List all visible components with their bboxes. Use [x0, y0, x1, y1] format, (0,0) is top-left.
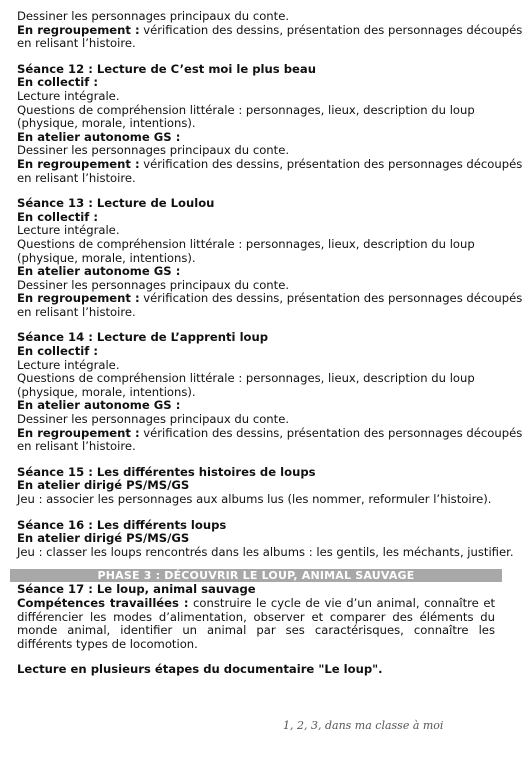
regroupement-label: En regroupement : — [17, 291, 140, 306]
text-line: Jeu : associer les personnages aux albums lus (les nommer, reformuler l’histoire). — [17, 492, 492, 506]
seance-title: Séance 17 : Le loup, animal sauvage — [17, 582, 256, 597]
competences-paragraph — [17, 597, 495, 651]
regroupement-label: En regroupement : — [17, 22, 140, 37]
text-line: en relisant l’histoire. — [17, 439, 136, 454]
atelier-label: En atelier dirigé PS/MS/GS — [17, 478, 190, 493]
seance-16 — [17, 517, 514, 560]
regroupement-label: En regroupement : — [17, 425, 140, 440]
regroupement-label: En regroupement : — [17, 156, 140, 171]
text-line: Dessiner les personnages principaux du conte. — [17, 143, 290, 158]
text-line: (physique, morale, intentions). — [17, 116, 196, 131]
regroupement-text: vérification des dessins, présentation des personnages découpés — [139, 291, 523, 306]
atelier-label: En atelier autonome GS : — [17, 264, 181, 279]
competences-label: Compétences travaillées : — [17, 595, 189, 610]
collectif-label: En collectif : — [17, 209, 98, 224]
seance-15 — [17, 466, 495, 507]
text-line: Questions de compréhension littérale : personnages, lieux, description du loup — [17, 371, 475, 386]
seance-title: Séance 13 : Lecture de Loulou — [17, 196, 215, 211]
seance-13 — [17, 196, 523, 319]
competences-text: construire le cycle de vie d’un animal, connaître et différencier les modes d’alimentation, observer et comparer des éléments du monde animal, identifier un animal par ses caractérisques, connaître les différents types de locomotion. — [17, 595, 495, 651]
regroupement-line — [17, 425, 523, 441]
text-line: (physique, morale, intentions). — [17, 250, 196, 265]
seance-12 — [17, 61, 523, 185]
text-line: Lecture intégrale. — [17, 357, 120, 372]
document-page — [17, 9, 523, 677]
text-line: (physique, morale, intentions). — [17, 384, 196, 399]
atelier-label: En atelier autonome GS : — [17, 129, 181, 144]
text-line: en relisant l’histoire. — [17, 36, 136, 51]
collectif-label: En collectif : — [17, 75, 98, 90]
text-line: en relisant l’histoire. — [17, 304, 136, 319]
regroupement-line — [17, 291, 523, 306]
regroupement-line — [17, 22, 523, 38]
text-line: Dessiner les personnages principaux du conte. — [17, 277, 290, 292]
signature-footer: 1, 2, 3, dans ma classe à moi — [283, 719, 444, 732]
seance-title: Séance 16 : Les différents loups — [17, 517, 227, 532]
regroupement-text: vérification des dessins, présentation des personnages découpés — [139, 156, 523, 171]
text-line: en relisant l’histoire. — [17, 170, 136, 185]
text-line: Lecture intégrale. — [17, 88, 120, 103]
text-line: Dessiner les personnages principaux du conte. — [17, 412, 290, 427]
regroupement-text: vérification des dessins, présentation des personnages découpés — [139, 425, 523, 440]
seance-17 — [17, 583, 495, 651]
lecture-documentaire: Lecture en plusieurs étapes du documentaire "Le loup". — [17, 662, 383, 677]
regroupement-line — [17, 156, 523, 172]
seance-title: Séance 14 : Lecture de L’apprenti loup — [17, 330, 269, 345]
text-line: Questions de compréhension littérale : personnages, lieux, description du loup — [17, 236, 475, 251]
previous-seance-tail — [17, 9, 523, 51]
text-line: Jeu : classer les loups rencontrés dans les albums : les gentils, les méchants, justifier. — [17, 544, 514, 559]
collectif-label: En collectif : — [17, 344, 98, 359]
text-line: Questions de compréhension littérale : personnages, lieux, description du loup — [17, 102, 475, 117]
text-line: Dessiner les personnages principaux du conte. — [17, 9, 290, 23]
phase-banner: PHASE 3 : DÉCOUVRIR LE LOUP, ANIMAL SAUVAGE — [10, 569, 502, 582]
seance-title: Séance 15 : Les différentes histoires de loups — [17, 464, 316, 479]
atelier-label: En atelier autonome GS : — [17, 398, 181, 413]
atelier-label: En atelier dirigé PS/MS/GS — [17, 531, 190, 546]
seance-14 — [17, 330, 523, 454]
regroupement-text: vérification des dessins, présentation des personnages découpés — [139, 22, 523, 37]
text-line: Lecture intégrale. — [17, 223, 120, 238]
seance-title: Séance 12 : Lecture de C’est moi le plus beau — [17, 61, 316, 76]
